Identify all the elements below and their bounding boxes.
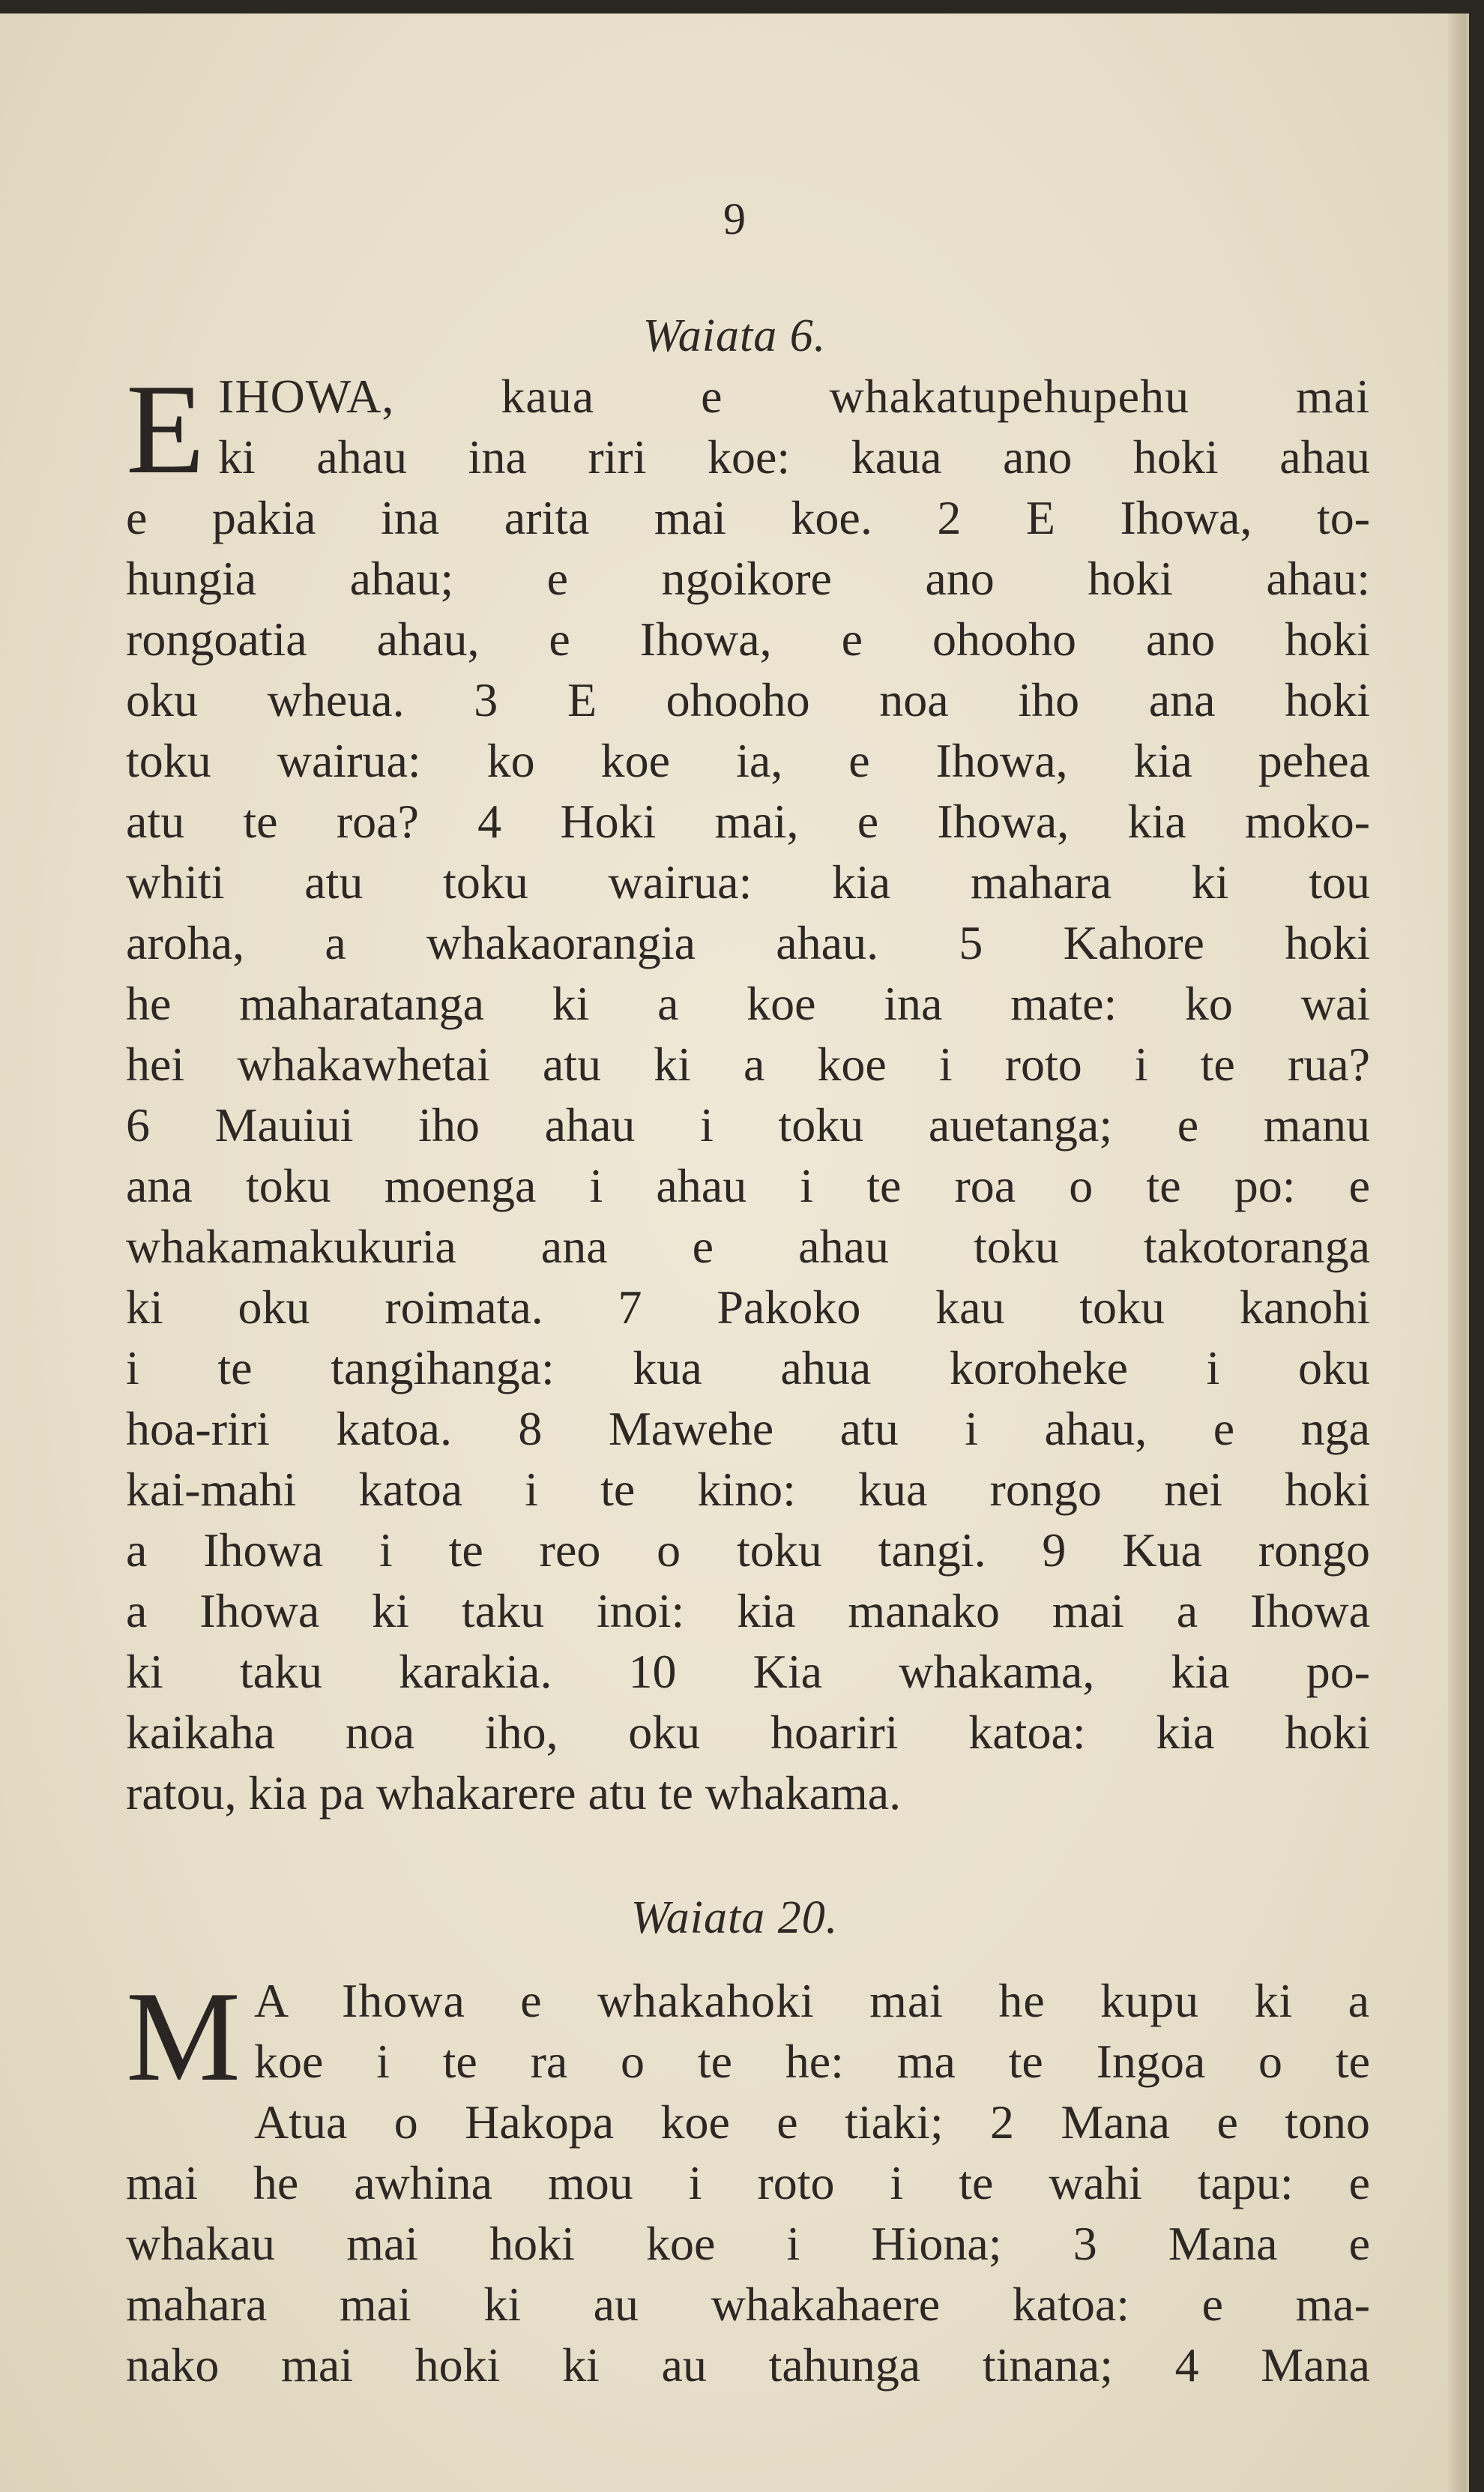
text-line: ratou, kia pa whakarere atu te whakama.: [126, 1766, 902, 1820]
text-line: Atua o Hakopa koe e tiaki; 2 Mana e tono: [253, 2095, 1370, 2149]
psalm-6-text: [126, 358, 1370, 1823]
text-line: a Ihowa ki taku inoi: kia manako mai a Ihowa: [126, 1584, 1370, 1637]
text-line: ki taku karakia. 10 Kia whakama, kia po-: [126, 1645, 1370, 1698]
text-line: i te tangihanga: kua ahua koroheke i oku: [126, 1341, 1370, 1394]
drop-cap-m: M: [126, 1966, 241, 2108]
text-line: aroha, a whakaorangia ahau. 5 Kahore hoki: [126, 916, 1370, 969]
page-number: 9: [723, 194, 746, 244]
text-line: 6 Mauiui iho ahau i toku auetanga; e manu: [126, 1098, 1370, 1152]
text-line: hei whakawhetai atu ki a koe i roto i te rua?: [126, 1038, 1370, 1091]
text-line: ana toku moenga i ahau i te roa o te po: e: [126, 1159, 1370, 1212]
text-line: toku wairua: ko koe ia, e Ihowa, kia pehea: [126, 734, 1370, 787]
text-line: atu te roa? 4 Hoki mai, e Ihowa, kia moko-: [126, 795, 1370, 848]
text-line: kaikaha noa iho, oku hoariri katoa: kia hoki: [126, 1706, 1370, 1759]
book-page: [0, 13, 1469, 2492]
text-line: e pakia ina arita mai koe. 2 E Ihowa, to-: [126, 491, 1370, 544]
psalm-20-text: [126, 1966, 1370, 2395]
text-line: oku wheua. 3 E ohooho noa iho ana hoki: [126, 673, 1370, 726]
text-line: IHOWA, kaua e whakatupehupehu mai: [218, 370, 1370, 423]
text-line: nako mai hoki ki au tahunga tinana; 4 Mana: [126, 2338, 1370, 2392]
text-line: hoa-riri katoa. 8 Mawehe atu i ahau, e nga: [126, 1402, 1370, 1455]
text-line: ki ahau ina riri koe: kaua ano hoki ahau: [218, 430, 1370, 484]
text-line: whiti atu toku wairua: kia mahara ki tou: [126, 855, 1370, 909]
text-line: mahara mai ki au whakahaere katoa: e ma-: [126, 2278, 1370, 2331]
drop-cap-e: E: [126, 358, 205, 501]
text-line: whakau mai hoki koe i Hiona; 3 Mana e: [126, 2217, 1370, 2270]
text-line: koe i te ra o te he: ma te Ingoa o te: [253, 2035, 1370, 2088]
page-edge: [1448, 13, 1466, 2492]
text-line: A Ihowa e whakahoki mai he kupu ki a: [253, 1974, 1370, 2027]
text-line: whakamakukuria ana e ahau toku takotoranga: [126, 1220, 1370, 1273]
psalm-heading-20: Waiata 20.: [630, 1892, 839, 1943]
text-line: mai he awhina mou i roto i te wahi tapu: e: [126, 2156, 1370, 2209]
psalm-heading-6: Waiata 6.: [642, 310, 827, 361]
text-line: rongoatia ahau, e Ihowa, e ohooho ano hoki: [126, 613, 1370, 666]
text-line: he maharatanga ki a koe ina mate: ko wai: [126, 977, 1370, 1030]
text-line: kai-mahi katoa i te kino: kua rongo nei hoki: [126, 1463, 1370, 1516]
text-line: a Ihowa i te reo o toku tangi. 9 Kua rongo: [126, 1523, 1370, 1577]
text-line: hungia ahau; e ngoikore ano hoki ahau:: [126, 552, 1370, 605]
text-line: ki oku roimata. 7 Pakoko kau toku kanohi: [126, 1280, 1370, 1334]
